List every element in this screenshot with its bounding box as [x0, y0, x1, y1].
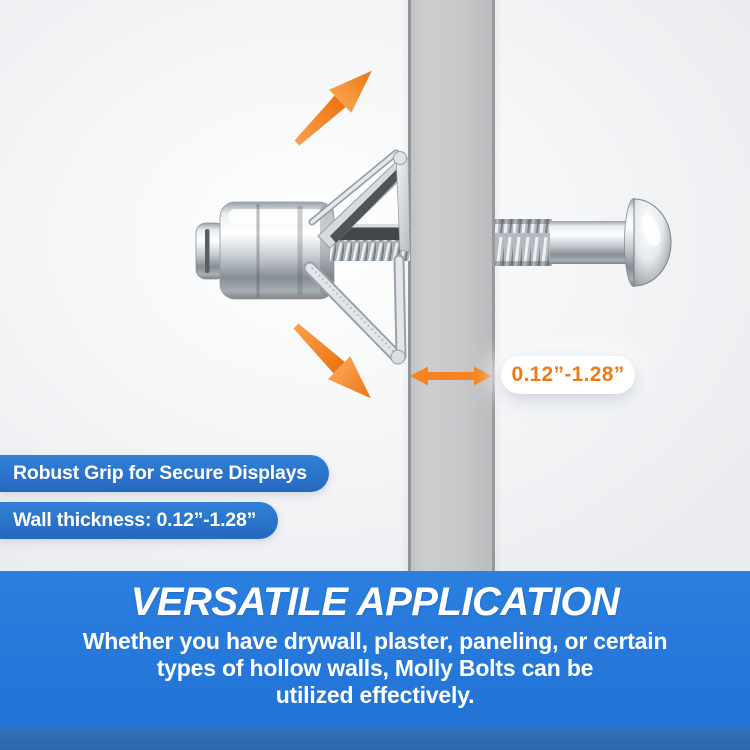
feature-pill-grip-label: Robust Grip for Secure Displays — [13, 462, 307, 484]
versatile-application-banner — [0, 571, 750, 727]
feature-pill-thickness — [0, 502, 278, 539]
banner-body — [0, 628, 750, 709]
thickness-measurement-label: 0.12”-1.28” — [501, 356, 635, 394]
screw-thread-right — [495, 219, 552, 266]
wall-cross-section — [408, 0, 495, 573]
banner-body-line-1: Whether you have drywall, plaster, paneling, or certain — [82, 628, 668, 654]
footer-strip — [0, 727, 750, 750]
feature-pill-thickness-label: Wall thickness: 0.12”-1.28” — [13, 509, 257, 531]
banner-title: VERSATILE APPLICATION — [130, 580, 620, 624]
banner-body-line-3: utilized effectively. — [275, 682, 475, 708]
feature-pill-grip — [0, 455, 329, 492]
screw-shank — [550, 221, 633, 264]
banner-body-line-2: types of hollow walls, Molly Bolts can be — [156, 655, 594, 681]
